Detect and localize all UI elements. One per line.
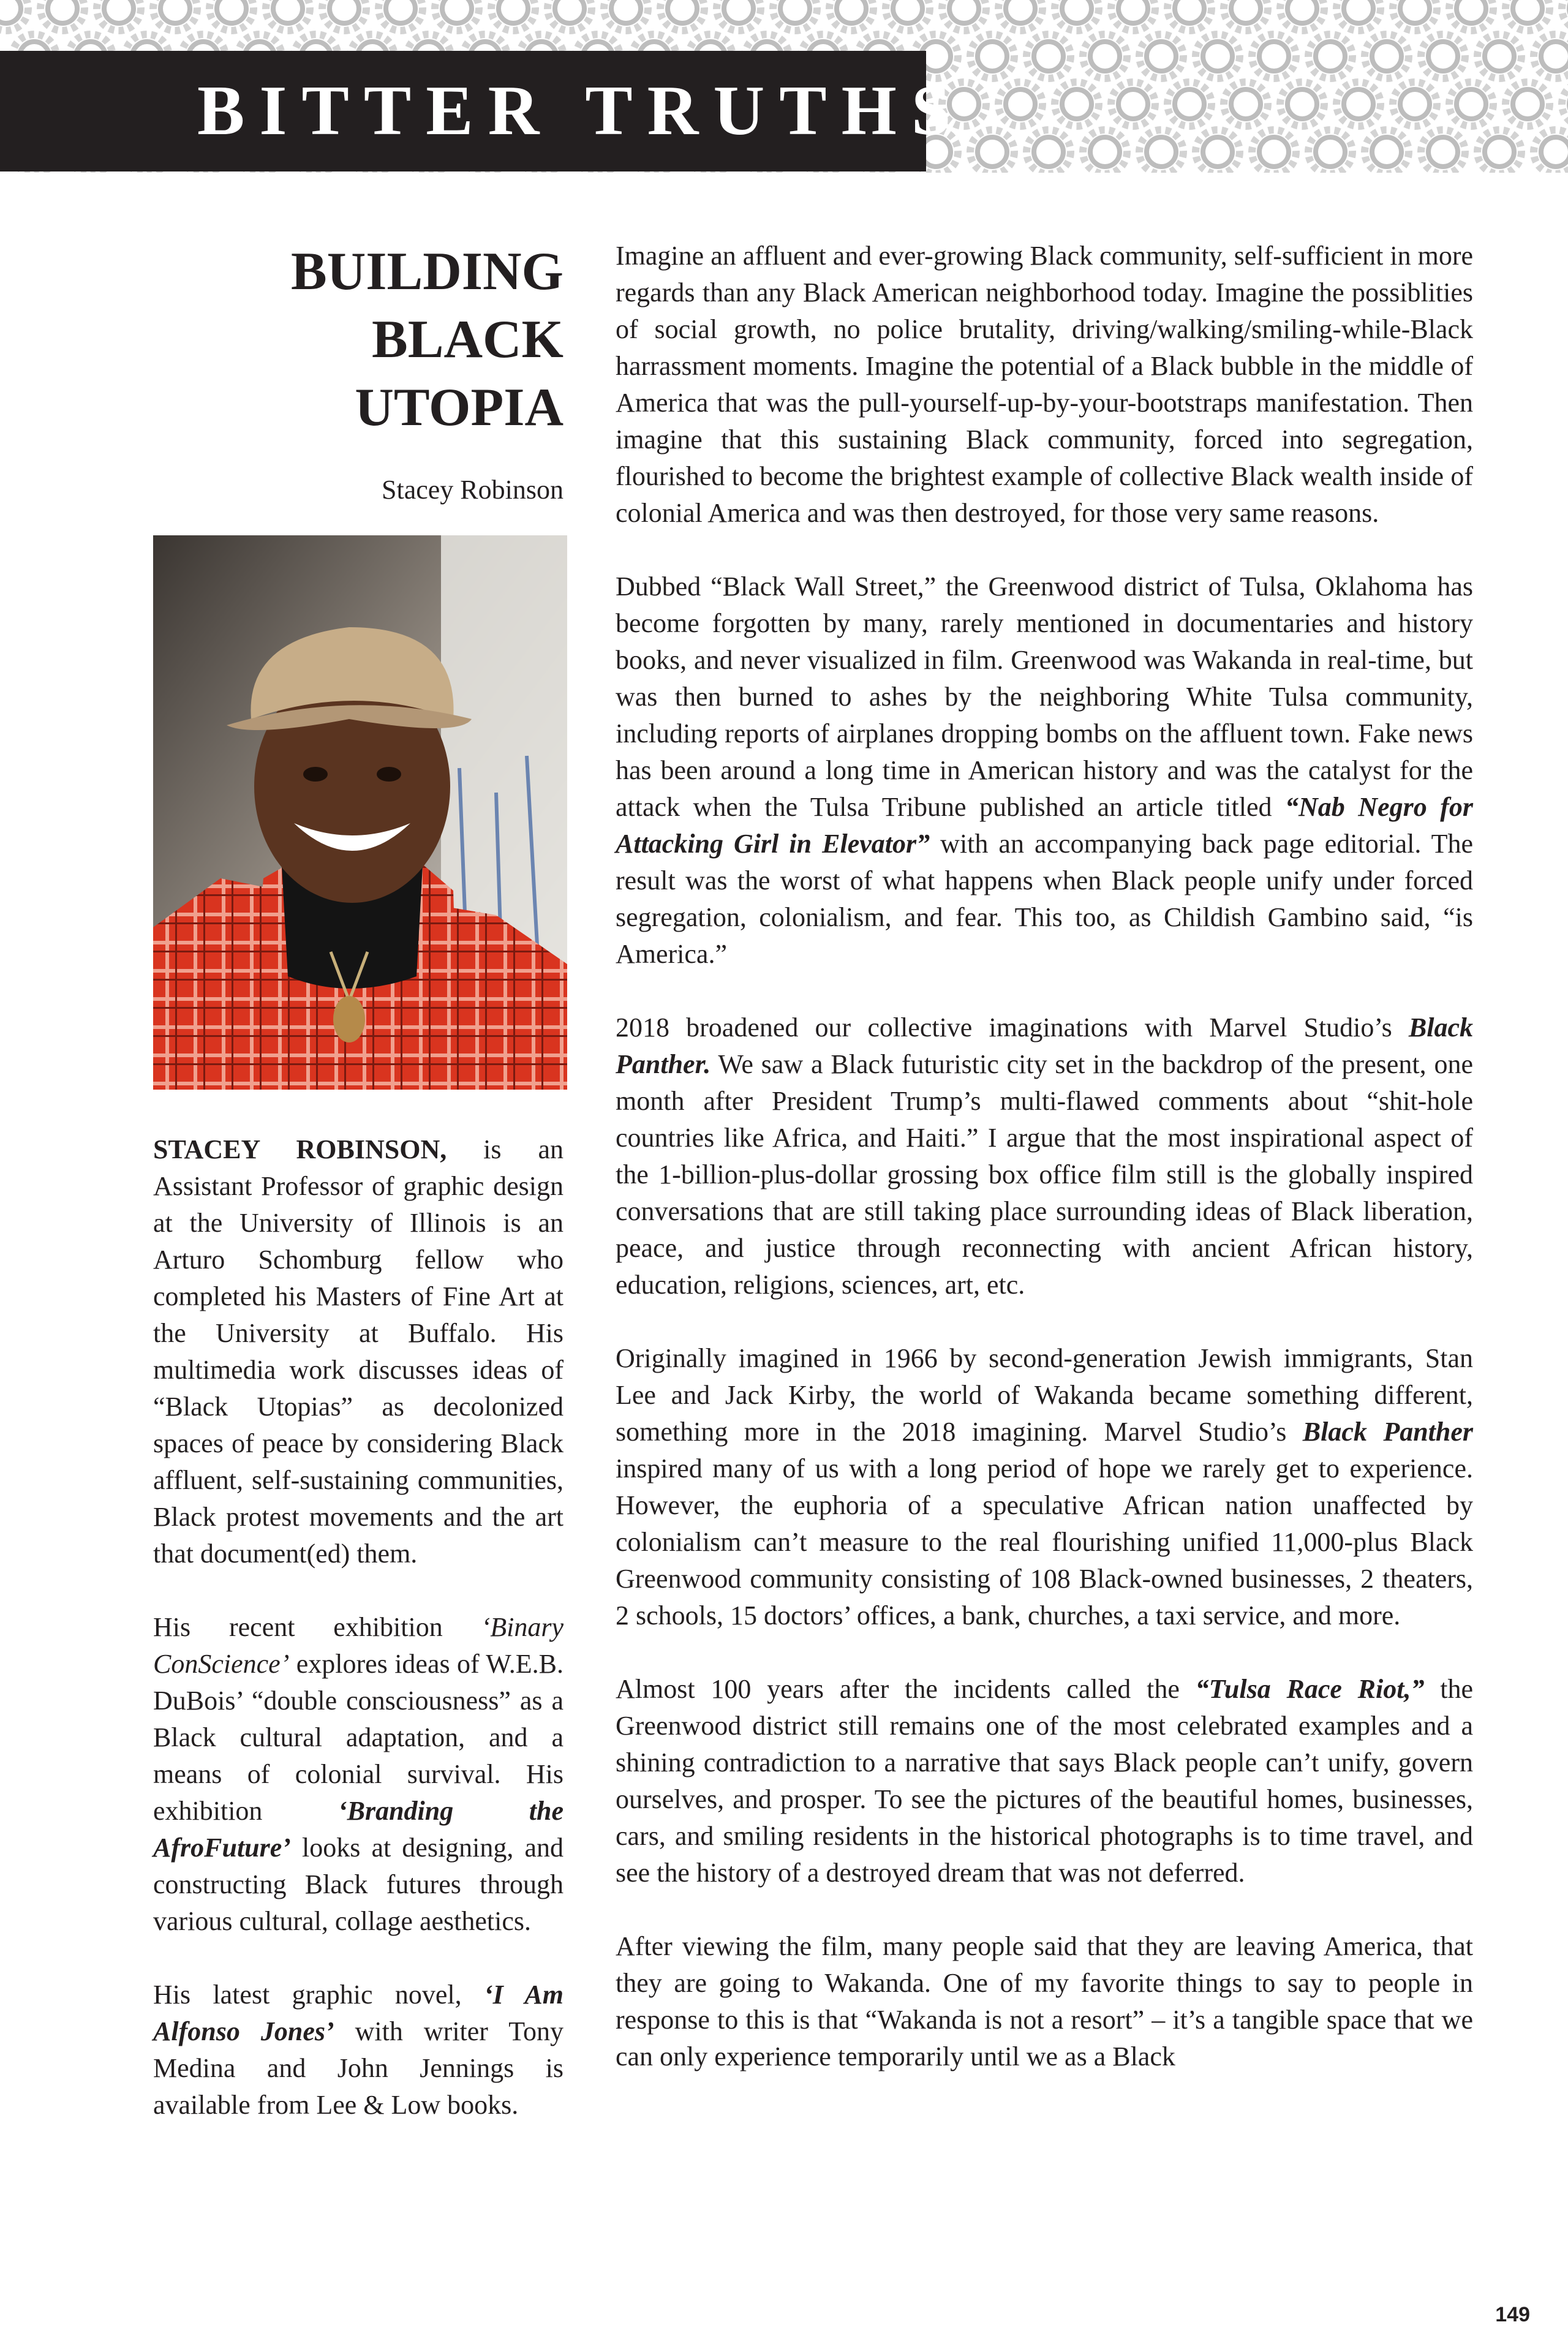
article-quote: “Tulsa Race Riot,” xyxy=(1195,1674,1425,1704)
article-title-line-2: BLACK xyxy=(372,310,564,369)
bio-paragraph-1 xyxy=(153,1131,564,1572)
page-number: 149 xyxy=(1495,2303,1530,2326)
exhibition-title: ‘Branding the AfroFuture’ xyxy=(153,1796,564,1863)
body-paragraph-6: After viewing the film, many people said that they are leaving America, that they are going to Wakanda. One of my favorite things to say to people in response to this is that “Wakanda is not a resort” – it’s a tangible space that we can only experience temporarily until we as a Black xyxy=(616,1931,1473,2071)
body-text: We saw a Black futuristic city set in the backdrop of the present, one month after President Trump’s multi-flawed comments about “shit-hole countries like Africa, and Haiti.” I argue that the most inspirational aspect of the 1-billion-plus-dollar grossing box office film still is the globally inspired conversations that are still taking place surrounding ideas of Black liberation, peace, and justice through reconnecting with ancient African history, education, religions, sciences, art, etc. xyxy=(616,1049,1473,1300)
article-body xyxy=(616,238,1473,2075)
film-title: Black Panther. xyxy=(616,1012,1473,1079)
body-text: the Greenwood district still remains one of the most celebrated examples and a shining contradiction to a narrative that says Black people can’t unify, govern ourselves, and prosper. To see the pictures of the beautiful homes, businesses, cars, and smiling residents in the historical photographs is to time travel, and see the history of a destroyed dream that was not deferred. xyxy=(616,1674,1473,1888)
article-title-line-3: UTOPIA xyxy=(355,378,564,437)
body-text: Almost 100 years after the incidents called the xyxy=(616,1674,1196,1704)
body-paragraph-3 xyxy=(616,1009,1473,1303)
body-paragraph-1: Imagine an affluent and ever-growing Black community, self-sufficient in more regards than any Black American neighborhood today. Imagine the possiblities of social growth, no police brutality, driving/walking/smiling-while-Black harrassment moments. Imagine the potential of a Black bubble in the middle of America that was the pull-yourself-up-by-your-bootstraps manifestation. Then imagine that this sustaining Black community, forced into segregation, flourished to become the brightest example of collective Black wealth inside of colonial America and was then destroyed, for those very same reasons. xyxy=(616,241,1473,528)
bio-text: explores ideas of W.E.B. DuBois’ “double consciousness” as a Black cultural adaptation, and a means of colonial survival. His exhibition xyxy=(153,1649,564,1826)
body-paragraph-2 xyxy=(616,568,1473,973)
bio-text: His recent exhibition xyxy=(153,1612,481,1642)
article-title-line-1: BUILDING xyxy=(291,242,564,301)
author-byline: Stacey Robinson xyxy=(382,475,564,505)
body-text: with an accompanying back page editorial. The result was the worst of what happens when Black people unify under forced segregation, colonialism, and fear. This too, as Childish Gambino said, “is America.” xyxy=(616,829,1473,969)
body-text: 2018 broadened our collective imaginations with Marvel Studio’s xyxy=(616,1012,1409,1042)
body-text: Originally imagined in 1966 by second-generation Jewish immigrants, Stan Lee and Jack Kirby, the world of Wakanda became something different, something more in the 2018 imagining. Marvel Studio’s xyxy=(616,1343,1473,1447)
article-quote: “Nab Negro for Attacking Girl in Elevator” xyxy=(616,792,1473,859)
body-text: Dubbed “Black Wall Street,” the Greenwood district of Tulsa, Oklahoma has become forgotten by many, rarely mentioned in documentaries and history books, and never visualized in film. Greenwood was Wakanda in real-time, but was then burned to ashes by the neighboring White Tulsa community, including reports of airplanes dropping bombs on the affluent town. Fake news has been around a long time in American history and was the catalyst for the attack when the Tulsa Tribune published an article titled xyxy=(616,571,1473,822)
body-paragraph-4 xyxy=(616,1340,1473,1634)
film-title: Black Panther xyxy=(1302,1417,1474,1447)
article-title xyxy=(135,238,564,442)
bio-paragraph-3 xyxy=(153,1977,564,2124)
bio-text: His latest graphic novel, xyxy=(153,1980,484,2010)
section-title-bar xyxy=(0,51,966,172)
graphic-novel-title: ‘I Am Alfonso Jones’ xyxy=(153,1980,564,2046)
body-text: inspired many of us with a long period of hope we rarely get to experience. However, the euphoria of a speculative African nation unaffected by colonialism can’t measure to the real flourishing unified 11,000-plus Black Greenwood community consisting of 108 Black-owned businesses, 2 theaters, 2 schools, 15 doctors’ offices, a bank, churches, a taxi service, and more. xyxy=(616,1453,1473,1630)
bio-paragraph-2 xyxy=(153,1609,564,1940)
author-portrait-icon xyxy=(153,535,567,1090)
section-title: BITTER TRUTHS xyxy=(197,72,966,150)
bio-text: is an Assistant Professor of graphic design at the University of Illinois is an Arturo Schomburg fellow who completed his Masters of Fine Art at the University at Buffalo. His multimedia work discusses ideas of “Black Utopias” as decolonized spaces of peace by considering Black affluent, self-sustaining communities, Black protest movements and the art that document(ed) them. xyxy=(153,1134,564,1569)
author-bio xyxy=(153,1131,564,2160)
author-photo xyxy=(153,535,567,1090)
bio-author-name: STACEY ROBINSON, xyxy=(153,1134,447,1164)
bio-text: with writer Tony Medina and John Jennings is available from Lee & Low books. xyxy=(153,2016,564,2120)
body-paragraph-5 xyxy=(616,1671,1473,1891)
bio-text: looks at designing, and constructing Black futures through various cultural, collage aesthetics. xyxy=(153,1833,564,1936)
exhibition-title: ‘Binary ConScience’ xyxy=(153,1612,564,1679)
